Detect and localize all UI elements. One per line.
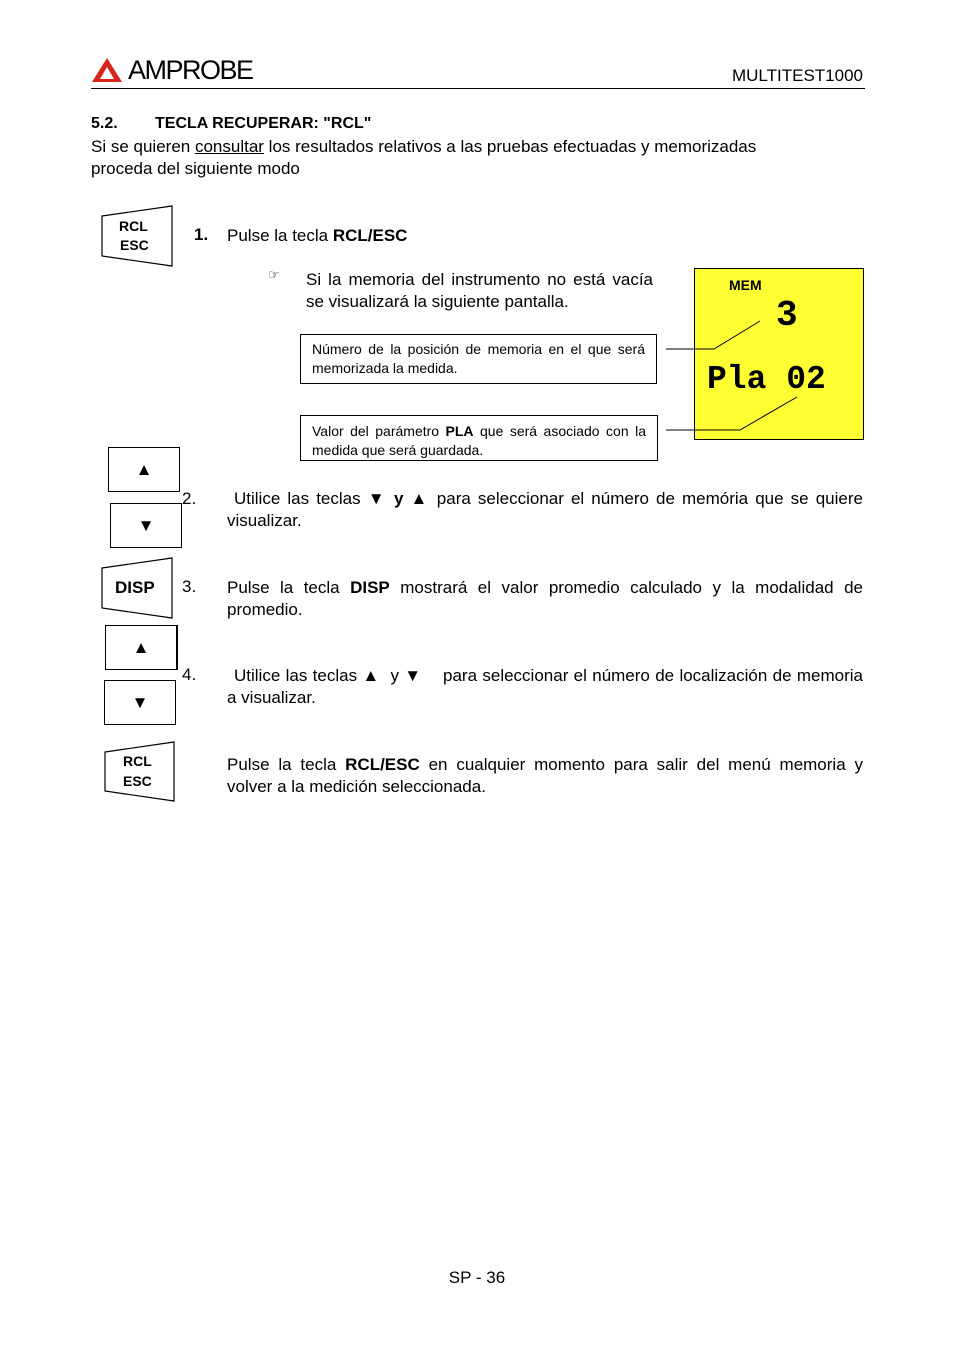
rcl-esc-key-icon <box>104 741 176 803</box>
model-name: MULTITEST1000 <box>731 66 863 85</box>
step-1-text: Pulse la tecla RCL/ESC <box>227 226 408 245</box>
step-2-number: 2. <box>182 489 197 508</box>
memory-position-callout: Número de la posición de memoria en el que será memorizada la medida. <box>300 334 657 384</box>
step-3-text: Pulse la tecla DISP mostrará el valor promedio calculado y la modalidad de promedio. <box>227 578 863 619</box>
up-arrow-icon: ▲ <box>132 637 150 657</box>
rcl-key-label: RCL <box>119 218 148 234</box>
down-arrow-icon: ▼ <box>137 515 155 535</box>
up-key <box>108 447 180 492</box>
section-intro: Si se quieren consultar los resultados relativos a las pruebas efectuadas y memorizadas proceda del siguiente modo <box>91 137 757 178</box>
rcl-key-label: RCL <box>123 753 152 769</box>
down-arrow-icon: ▼ <box>131 692 149 712</box>
up-key <box>105 625 178 670</box>
section-number: 5.2. <box>91 115 118 132</box>
down-key <box>110 503 182 548</box>
step-3-number: 3. <box>182 577 197 596</box>
esc-key-label: ESC <box>120 237 149 253</box>
callout-leader-lines <box>660 318 810 433</box>
header-divider <box>91 88 865 89</box>
down-key <box>104 680 176 725</box>
parameter-callout: Valor del parámetro PLA que será asociado con la medida que será guardada. <box>300 415 658 461</box>
lcd-memory-number: 3 <box>776 295 798 336</box>
up-arrow-icon: ▲ <box>135 459 153 479</box>
note-text: Si la memoria del instrumento no está vacía se visualizará la siguiente pantalla. <box>306 270 653 311</box>
esc-key-label: ESC <box>123 773 152 789</box>
step-1-number: 1. <box>194 225 209 244</box>
amprobe-logo-icon <box>91 57 123 83</box>
consultar-word: consultar <box>194 137 264 156</box>
section-title: TECLA RECUPERAR: "RCL" <box>155 115 372 132</box>
step-4-number: 4. <box>182 665 197 684</box>
lcd-mem-label: MEM <box>729 277 762 293</box>
brand-name: AMPROBE <box>128 55 253 85</box>
step-2-text: Utilice las teclas ▼ y ▲ para seleccionar el número de memória que se quiere visualizar. <box>227 489 863 530</box>
step-4-text: Utilice las teclas ▲ y ▼ para seleccionar el número de localización de memoria a visualizar. <box>227 666 868 707</box>
lcd-value: Pla 02 <box>707 361 826 398</box>
disp-key-label: DISP <box>115 578 155 597</box>
exit-instruction-text: Pulse la tecla RCL/ESC en cualquier momento para salir del menú memoria y volver a la medición seleccionada. <box>227 755 863 796</box>
page-number: SP - 36 <box>448 1268 506 1287</box>
pointing-hand-icon: ☞ <box>268 268 280 283</box>
